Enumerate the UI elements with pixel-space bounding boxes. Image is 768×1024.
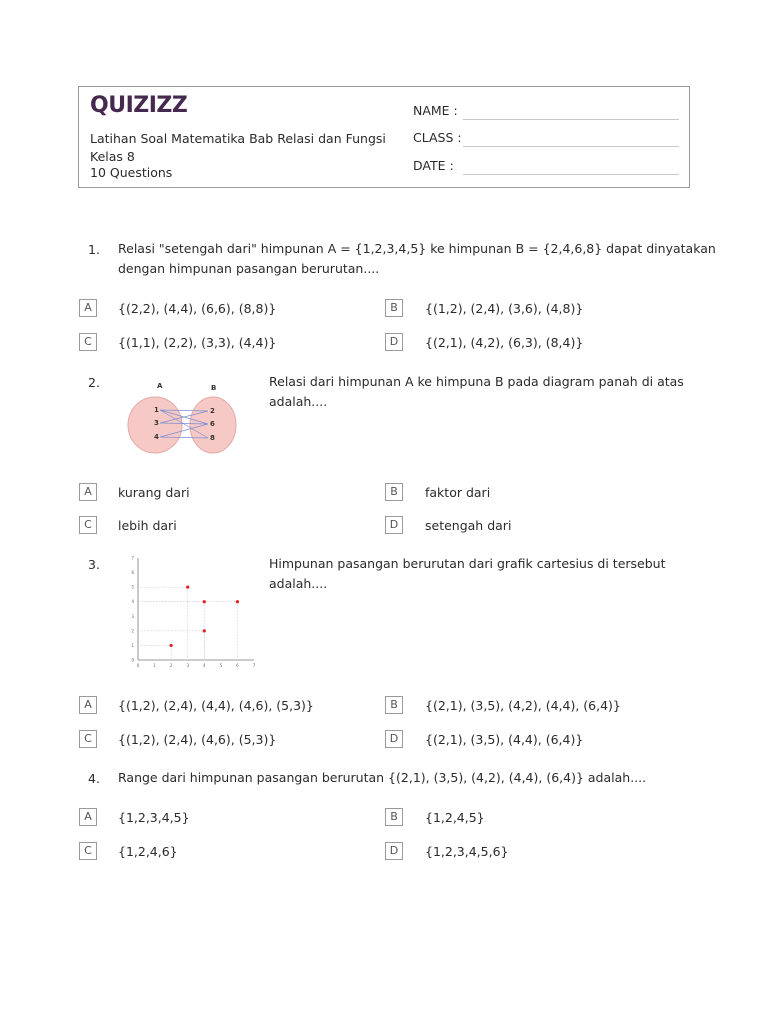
question-3-number: 3. xyxy=(88,557,100,572)
set-a-element: 4 xyxy=(154,433,159,441)
q4-option-b-key[interactable]: B xyxy=(385,808,403,826)
q3-option-b-text[interactable]: {(2,1), (3,5), (4,2), (4,4), (6,4)} xyxy=(425,698,621,713)
question-count: 10 Questions xyxy=(90,165,173,180)
data-point xyxy=(186,586,189,589)
worksheet-header xyxy=(78,86,690,188)
y-tick-label: 2 xyxy=(131,628,134,634)
q4-option-a-key[interactable]: A xyxy=(79,808,97,826)
q1-option-a-text[interactable]: {(2,2), (4,4), (6,6), (8,8)} xyxy=(118,301,277,316)
data-point xyxy=(203,629,206,632)
question-4-number: 4. xyxy=(88,771,100,786)
question-3-text-line2: adalah.... xyxy=(269,576,328,591)
q1-option-a-key[interactable]: A xyxy=(79,299,97,317)
diagram-label-b: B xyxy=(211,384,217,392)
set-b-element: 2 xyxy=(210,407,215,415)
y-tick-label: 3 xyxy=(131,613,134,619)
q2-option-d-text[interactable]: setengah dari xyxy=(425,518,512,533)
q4-option-c-text[interactable]: {1,2,4,6} xyxy=(118,844,178,859)
q1-option-b-key[interactable]: B xyxy=(385,299,403,317)
y-tick-label: 0 xyxy=(131,657,134,663)
x-tick-label: 1 xyxy=(153,663,156,668)
quizizz-logo: QUIZIZZ xyxy=(90,93,188,118)
question-1-number: 1. xyxy=(88,242,100,257)
data-point xyxy=(203,600,206,603)
q1-option-c-text[interactable]: {(1,1), (2,2), (3,3), (4,4)} xyxy=(118,335,277,350)
q2-option-b-text[interactable]: faktor dari xyxy=(425,485,491,500)
date-field[interactable] xyxy=(463,174,679,175)
set-b-element: 6 xyxy=(210,420,215,428)
name-field[interactable] xyxy=(463,119,679,120)
question-2-number: 2. xyxy=(88,375,100,390)
x-tick-label: 4 xyxy=(203,663,206,668)
class-label: CLASS : xyxy=(413,130,462,145)
data-point xyxy=(236,600,239,603)
class-field[interactable] xyxy=(463,146,679,147)
q4-option-c-key[interactable]: C xyxy=(79,842,97,860)
set-b-element: 8 xyxy=(210,434,215,442)
q3-option-a-text[interactable]: {(1,2), (2,4), (4,4), (4,6), (5,3)} xyxy=(118,698,314,713)
arrow-diagram xyxy=(122,376,246,460)
q3-option-c-text[interactable]: {(1,2), (2,4), (4,6), (5,3)} xyxy=(118,732,277,747)
date-label: DATE : xyxy=(413,158,454,173)
x-tick-label: 0 xyxy=(136,663,140,668)
x-tick-label: 6 xyxy=(236,663,239,668)
y-tick-label: 6 xyxy=(131,570,134,576)
x-tick-label: 2 xyxy=(169,663,173,668)
question-2-text-line1: Relasi dari himpunan A ke himpuna B pada diagram panah di atas xyxy=(269,374,684,389)
q3-option-d-key[interactable]: D xyxy=(385,730,403,748)
question-1-text-line2: dengan himpunan pasangan berurutan.... xyxy=(118,261,380,276)
question-2-text-line2: adalah.... xyxy=(269,394,328,409)
q3-option-a-key[interactable]: A xyxy=(79,696,97,714)
diagram-label-a: A xyxy=(157,382,163,390)
q2-option-c-key[interactable]: C xyxy=(79,516,97,534)
q2-option-d-key[interactable]: D xyxy=(385,516,403,534)
q1-option-c-key[interactable]: C xyxy=(79,333,97,351)
q2-option-b-key[interactable]: B xyxy=(385,483,403,501)
q3-option-b-key[interactable]: B xyxy=(385,696,403,714)
x-tick-label: 5 xyxy=(219,663,223,668)
question-4-text-line1: Range dari himpunan pasangan berurutan {(2,1), (3,5), (4,2), (4,4), (6,4)} adalah.... xyxy=(118,770,647,785)
x-tick-label: 7 xyxy=(252,663,256,668)
set-a-element: 1 xyxy=(154,406,159,414)
q3-option-d-text[interactable]: {(2,1), (3,5), (4,4), (6,4)} xyxy=(425,732,584,747)
q2-option-a-text[interactable]: kurang dari xyxy=(118,485,190,500)
q4-option-b-text[interactable]: {1,2,4,5} xyxy=(425,810,485,825)
data-point xyxy=(170,644,173,647)
y-tick-label: 4 xyxy=(131,599,134,605)
x-tick-label: 3 xyxy=(186,663,189,668)
q2-option-c-text[interactable]: lebih dari xyxy=(118,518,177,533)
q1-option-d-text[interactable]: {(2,1), (4,2), (6,3), (8,4)} xyxy=(425,335,584,350)
q4-option-d-text[interactable]: {1,2,3,4,5,6} xyxy=(425,844,509,859)
y-tick-label: 1 xyxy=(131,642,134,648)
q4-option-d-key[interactable]: D xyxy=(385,842,403,860)
worksheet-subtitle: Kelas 8 xyxy=(90,149,135,164)
name-label: NAME : xyxy=(413,103,458,118)
q2-option-a-key[interactable]: A xyxy=(79,483,97,501)
worksheet-title: Latihan Soal Matematika Bab Relasi dan Fungsi xyxy=(90,131,386,146)
q1-option-d-key[interactable]: D xyxy=(385,333,403,351)
y-tick-label: 5 xyxy=(131,584,134,590)
y-tick-label: 7 xyxy=(131,555,134,561)
set-a-element: 3 xyxy=(154,419,159,427)
q1-option-b-text[interactable]: {(1,2), (2,4), (3,6), (4,8)} xyxy=(425,301,584,316)
cartesian-chart xyxy=(122,552,258,676)
q4-option-a-text[interactable]: {1,2,3,4,5} xyxy=(118,810,190,825)
question-1-text-line1: Relasi "setengah dari" himpunan A = {1,2,3,4,5} ke himpunan B = {2,4,6,8} dapat dinyatakan xyxy=(118,241,716,256)
question-3-text-line1: Himpunan pasangan berurutan dari grafik cartesius di tersebut xyxy=(269,556,666,571)
q3-option-c-key[interactable]: C xyxy=(79,730,97,748)
